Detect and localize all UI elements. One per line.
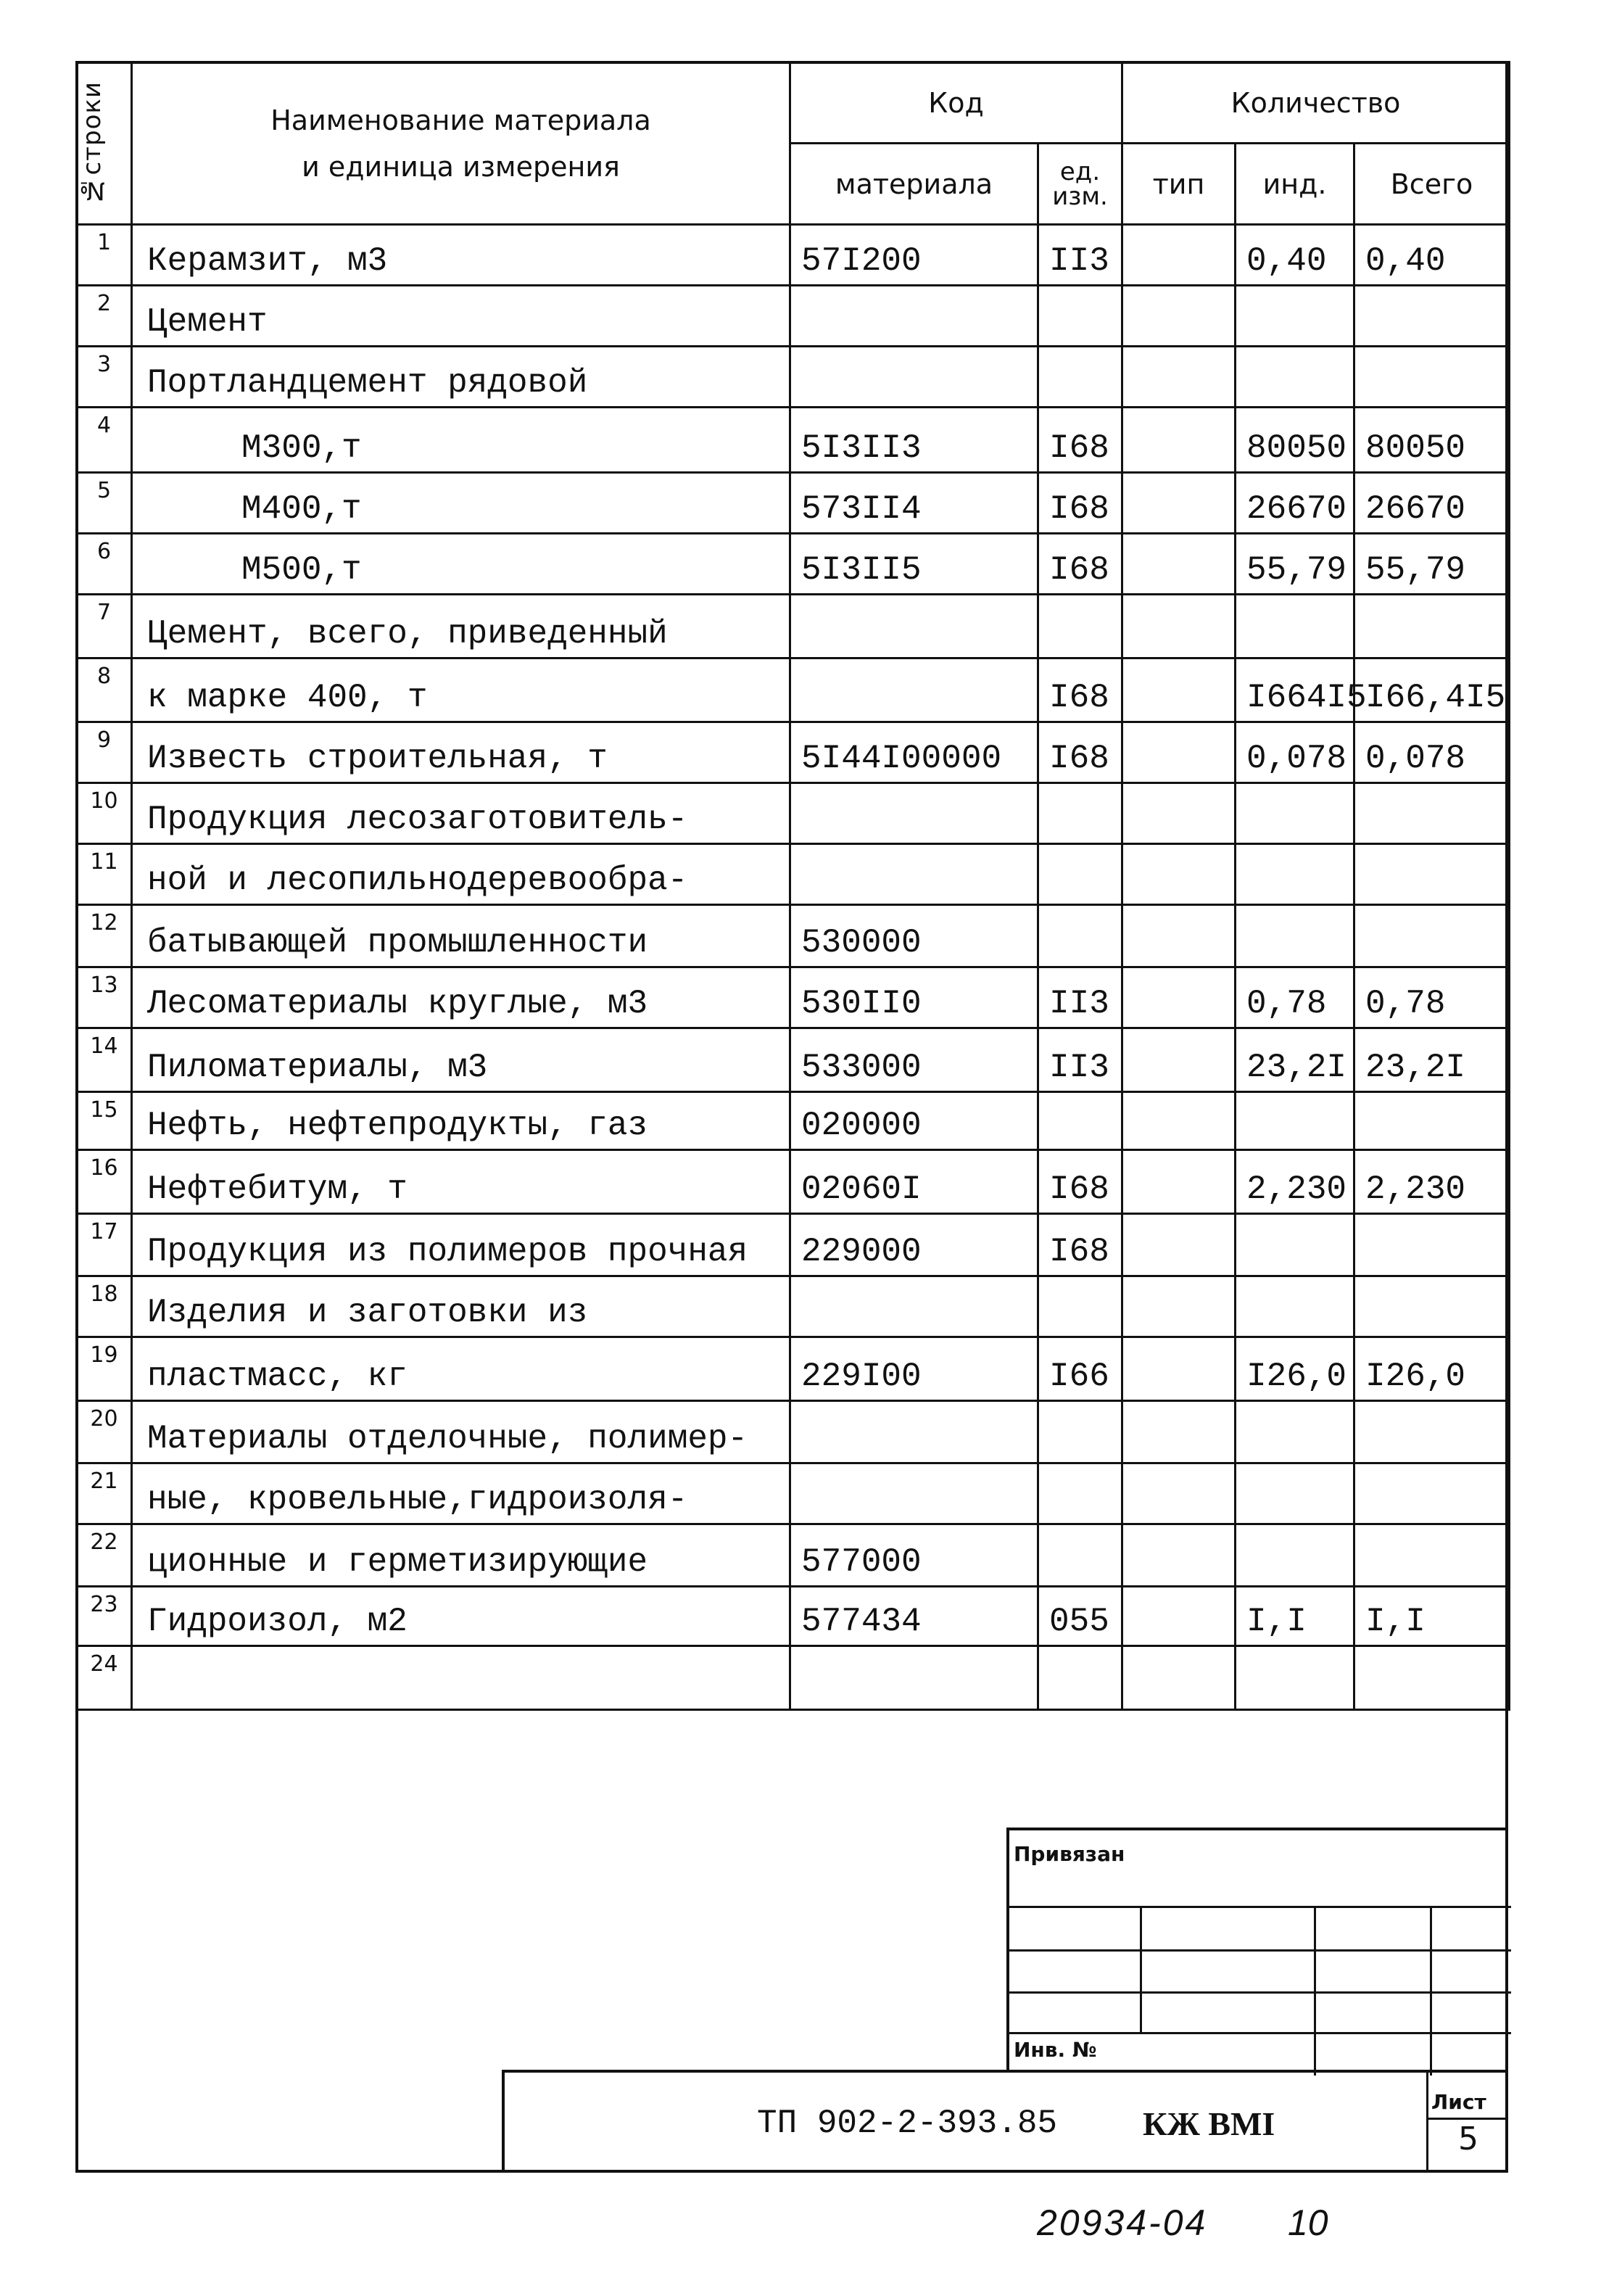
cell-material-name bbox=[132, 1646, 790, 1710]
header-qty-ind: инд. bbox=[1236, 144, 1354, 225]
cell-material-code bbox=[790, 844, 1038, 905]
archive-number: 20934-04 bbox=[1037, 2202, 1208, 2243]
cell-qty-ind: I,I bbox=[1236, 1587, 1354, 1646]
cell-material-name: ционные и герметизирующие bbox=[132, 1524, 790, 1587]
header-code-unit: ед. изм. bbox=[1038, 144, 1122, 225]
cell-material-code: 5I44I00000 bbox=[790, 722, 1038, 783]
cell-row-number: 15 bbox=[77, 1092, 132, 1150]
cell-row-number: 20 bbox=[77, 1401, 132, 1463]
table-row bbox=[77, 595, 1510, 658]
cell-qty-total bbox=[1354, 783, 1510, 844]
cell-unit-code bbox=[1038, 595, 1122, 658]
table-row bbox=[77, 225, 1510, 286]
cell-qty-total: 2,230 bbox=[1354, 1150, 1510, 1214]
cell-material-code: 577000 bbox=[790, 1524, 1038, 1587]
cell-qty-ind bbox=[1236, 286, 1354, 347]
cell-unit-code: II3 bbox=[1038, 225, 1122, 286]
header-code: Код bbox=[790, 62, 1122, 144]
cell-qty-type bbox=[1122, 1337, 1236, 1401]
cell-qty-ind: 55,79 bbox=[1236, 534, 1354, 595]
cell-row-number: 2 bbox=[77, 286, 132, 347]
cell-qty-total bbox=[1354, 905, 1510, 967]
cell-material-code: 5I3II3 bbox=[790, 408, 1038, 473]
table-row bbox=[77, 347, 1510, 408]
header-material-name: Наименование материала и единица измерения bbox=[132, 62, 790, 225]
stamp-line bbox=[1009, 1906, 1511, 1908]
cell-material-name: М400,т bbox=[132, 473, 790, 534]
cell-qty-type bbox=[1122, 473, 1236, 534]
table-row bbox=[77, 1524, 1510, 1587]
cell-qty-type bbox=[1122, 408, 1236, 473]
table-row bbox=[77, 1092, 1510, 1150]
cell-material-code bbox=[790, 1401, 1038, 1463]
sheet-number: 5 bbox=[1458, 2121, 1478, 2157]
cell-qty-ind bbox=[1236, 1276, 1354, 1337]
cell-row-number: 24 bbox=[77, 1646, 132, 1710]
cell-row-number: 14 bbox=[77, 1028, 132, 1092]
cell-unit-code bbox=[1038, 1276, 1122, 1337]
header-quantity: Количество bbox=[1122, 62, 1510, 144]
cell-qty-ind: 0,078 bbox=[1236, 722, 1354, 783]
table-row bbox=[77, 905, 1510, 967]
cell-qty-type bbox=[1122, 658, 1236, 722]
cell-qty-total bbox=[1354, 595, 1510, 658]
stamp-line bbox=[1009, 1991, 1511, 1994]
cell-material-name: ной и лесопильнодеревообра- bbox=[132, 844, 790, 905]
cell-qty-type bbox=[1122, 286, 1236, 347]
cell-material-name: Лесоматериалы круглые, м3 bbox=[132, 967, 790, 1028]
cell-qty-ind: I26,0 bbox=[1236, 1337, 1354, 1401]
cell-material-code bbox=[790, 1463, 1038, 1524]
table-row bbox=[77, 1401, 1510, 1463]
cell-qty-ind: 23,2I bbox=[1236, 1028, 1354, 1092]
cell-qty-total: 0,078 bbox=[1354, 722, 1510, 783]
cell-qty-type bbox=[1122, 1463, 1236, 1524]
cell-qty-type bbox=[1122, 844, 1236, 905]
cell-material-name: пластмасс, кг bbox=[132, 1337, 790, 1401]
cell-material-name: Известь строительная, т bbox=[132, 722, 790, 783]
cell-material-code: 577434 bbox=[790, 1587, 1038, 1646]
cell-qty-type bbox=[1122, 1150, 1236, 1214]
cell-material-code: 229000 bbox=[790, 1214, 1038, 1276]
cell-qty-type bbox=[1122, 1524, 1236, 1587]
table-row bbox=[77, 534, 1510, 595]
cell-qty-type bbox=[1122, 347, 1236, 408]
cell-qty-total: I26,0 bbox=[1354, 1337, 1510, 1401]
table-row bbox=[77, 658, 1510, 722]
cell-qty-ind: 0,78 bbox=[1236, 967, 1354, 1028]
stamp-line bbox=[1140, 1906, 1142, 2032]
cell-row-number: 16 bbox=[77, 1150, 132, 1214]
cell-qty-total bbox=[1354, 1646, 1510, 1710]
cell-material-code: 533000 bbox=[790, 1028, 1038, 1092]
cell-qty-total bbox=[1354, 1092, 1510, 1150]
cell-qty-type bbox=[1122, 905, 1236, 967]
cell-unit-code: I66 bbox=[1038, 1337, 1122, 1401]
cell-qty-type bbox=[1122, 1214, 1236, 1276]
cell-qty-total bbox=[1354, 286, 1510, 347]
cell-material-name: ные, кровельные,гидроизоля- bbox=[132, 1463, 790, 1524]
cell-qty-type bbox=[1122, 1587, 1236, 1646]
cell-qty-type bbox=[1122, 595, 1236, 658]
cell-qty-type bbox=[1122, 1028, 1236, 1092]
stamp-line bbox=[1009, 2032, 1511, 2034]
cell-row-number: 18 bbox=[77, 1276, 132, 1337]
cell-qty-ind bbox=[1236, 1463, 1354, 1524]
cell-material-name: М300,т bbox=[132, 408, 790, 473]
cell-material-name: Цемент, всего, приведенный bbox=[132, 595, 790, 658]
cell-qty-total: 23,2I bbox=[1354, 1028, 1510, 1092]
stamp-line bbox=[1430, 1906, 1432, 2076]
sheet-label: Лист bbox=[1431, 2090, 1486, 2114]
sheet-box-line bbox=[1428, 2118, 1508, 2120]
cell-unit-code: I68 bbox=[1038, 473, 1122, 534]
cell-qty-total: 0,78 bbox=[1354, 967, 1510, 1028]
cell-qty-ind: 0,40 bbox=[1236, 225, 1354, 286]
table-row bbox=[77, 1028, 1510, 1092]
header-row-number: №строки bbox=[77, 62, 132, 225]
cell-unit-code bbox=[1038, 1092, 1122, 1150]
cell-material-name: М500,т bbox=[132, 534, 790, 595]
header-qty-total: Всего bbox=[1354, 144, 1510, 225]
cell-unit-code: I68 bbox=[1038, 408, 1122, 473]
cell-material-name: Нефть, нефтепродукты, газ bbox=[132, 1092, 790, 1150]
table-row bbox=[77, 783, 1510, 844]
cell-unit-code bbox=[1038, 1524, 1122, 1587]
cell-material-name: Изделия и заготовки из bbox=[132, 1276, 790, 1337]
stamp-line bbox=[1314, 1906, 1316, 2076]
header-qty-type: тип bbox=[1122, 144, 1236, 225]
cell-qty-total: I66,4I5 bbox=[1354, 658, 1510, 722]
cell-material-name: Пиломатериалы, м3 bbox=[132, 1028, 790, 1092]
table-row bbox=[77, 1587, 1510, 1646]
cell-qty-type bbox=[1122, 534, 1236, 595]
cell-row-number: 17 bbox=[77, 1214, 132, 1276]
cell-qty-type bbox=[1122, 225, 1236, 286]
table-row bbox=[77, 1150, 1510, 1214]
cell-material-name: батывающей промышленности bbox=[132, 905, 790, 967]
cell-unit-code: II3 bbox=[1038, 1028, 1122, 1092]
cell-row-number: 11 bbox=[77, 844, 132, 905]
cell-qty-total bbox=[1354, 1276, 1510, 1337]
cell-material-name: Материалы отделочные, полимер- bbox=[132, 1401, 790, 1463]
cell-row-number: 10 bbox=[77, 783, 132, 844]
cell-material-code: 530000 bbox=[790, 905, 1038, 967]
binding-stamp bbox=[1006, 1828, 1508, 2073]
cell-material-code bbox=[790, 1276, 1038, 1337]
cell-material-name: Продукция из полимеров прочная bbox=[132, 1214, 790, 1276]
cell-row-number: 3 bbox=[77, 347, 132, 408]
cell-unit-code bbox=[1038, 905, 1122, 967]
cell-material-code: 020000 bbox=[790, 1092, 1038, 1150]
cell-qty-total bbox=[1354, 1463, 1510, 1524]
title-block bbox=[502, 2070, 1508, 2173]
table-row bbox=[77, 286, 1510, 347]
cell-row-number: 9 bbox=[77, 722, 132, 783]
cell-material-name: Керамзит, м3 bbox=[132, 225, 790, 286]
cell-row-number: 19 bbox=[77, 1337, 132, 1401]
cell-row-number: 4 bbox=[77, 408, 132, 473]
cell-row-number: 8 bbox=[77, 658, 132, 722]
cell-unit-code bbox=[1038, 347, 1122, 408]
table-row bbox=[77, 1463, 1510, 1524]
cell-row-number: 7 bbox=[77, 595, 132, 658]
cell-unit-code bbox=[1038, 1401, 1122, 1463]
table-row bbox=[77, 1646, 1510, 1710]
cell-material-code: 530II0 bbox=[790, 967, 1038, 1028]
cell-qty-total bbox=[1354, 1214, 1510, 1276]
cell-qty-total: 80050 bbox=[1354, 408, 1510, 473]
cell-unit-code bbox=[1038, 1463, 1122, 1524]
cell-unit-code: I68 bbox=[1038, 534, 1122, 595]
stamp-bound-label: Привязан bbox=[1014, 1842, 1125, 1866]
cell-qty-total bbox=[1354, 1401, 1510, 1463]
archive-page: 10 bbox=[1288, 2202, 1328, 2243]
cell-unit-code bbox=[1038, 844, 1122, 905]
cell-material-name: к марке 400, т bbox=[132, 658, 790, 722]
table-row bbox=[77, 1276, 1510, 1337]
cell-qty-total: 55,79 bbox=[1354, 534, 1510, 595]
cell-qty-ind bbox=[1236, 905, 1354, 967]
cell-qty-total bbox=[1354, 347, 1510, 408]
cell-qty-total bbox=[1354, 1524, 1510, 1587]
cell-material-code: 5I3II5 bbox=[790, 534, 1038, 595]
cell-material-code bbox=[790, 595, 1038, 658]
stamp-line bbox=[1009, 1949, 1511, 1952]
cell-row-number: 5 bbox=[77, 473, 132, 534]
cell-row-number: 1 bbox=[77, 225, 132, 286]
cell-material-code: 573II4 bbox=[790, 473, 1038, 534]
cell-material-name: Нефтебитум, т bbox=[132, 1150, 790, 1214]
cell-qty-ind: 26670 bbox=[1236, 473, 1354, 534]
cell-qty-type bbox=[1122, 967, 1236, 1028]
cell-unit-code: 055 bbox=[1038, 1587, 1122, 1646]
cell-row-number: 23 bbox=[77, 1587, 132, 1646]
cell-qty-total: 26670 bbox=[1354, 473, 1510, 534]
table-row bbox=[77, 722, 1510, 783]
cell-qty-ind: 80050 bbox=[1236, 408, 1354, 473]
cell-qty-type bbox=[1122, 1276, 1236, 1337]
cell-qty-ind bbox=[1236, 595, 1354, 658]
cell-material-code: 02060I bbox=[790, 1150, 1038, 1214]
cell-qty-type bbox=[1122, 722, 1236, 783]
document-code: ТП 902-2-393.85 bbox=[757, 2105, 1058, 2142]
cell-qty-ind bbox=[1236, 1092, 1354, 1150]
cell-qty-total: 0,40 bbox=[1354, 225, 1510, 286]
cell-material-name: Цемент bbox=[132, 286, 790, 347]
header-code-material: материала bbox=[790, 144, 1038, 225]
cell-unit-code: I68 bbox=[1038, 1150, 1122, 1214]
table-row bbox=[77, 408, 1510, 473]
cell-row-number: 22 bbox=[77, 1524, 132, 1587]
cell-qty-ind bbox=[1236, 1214, 1354, 1276]
stamp-inventory-label: Инв. № bbox=[1014, 2038, 1097, 2062]
cell-unit-code bbox=[1038, 783, 1122, 844]
table-row bbox=[77, 1214, 1510, 1276]
cell-unit-code bbox=[1038, 1646, 1122, 1710]
cell-material-code bbox=[790, 658, 1038, 722]
cell-qty-ind: I664I5 bbox=[1236, 658, 1354, 722]
cell-material-code: 57I200 bbox=[790, 225, 1038, 286]
cell-qty-ind bbox=[1236, 1524, 1354, 1587]
cell-qty-ind bbox=[1236, 347, 1354, 408]
cell-qty-ind bbox=[1236, 1646, 1354, 1710]
cell-qty-type bbox=[1122, 1646, 1236, 1710]
cell-material-name: Продукция лесозаготовитель- bbox=[132, 783, 790, 844]
table-row bbox=[77, 967, 1510, 1028]
cell-qty-type bbox=[1122, 1092, 1236, 1150]
cell-row-number: 12 bbox=[77, 905, 132, 967]
cell-material-code: 229I00 bbox=[790, 1337, 1038, 1401]
cell-unit-code: I68 bbox=[1038, 722, 1122, 783]
cell-qty-type bbox=[1122, 1401, 1236, 1463]
cell-unit-code bbox=[1038, 286, 1122, 347]
cell-material-name: Портландцемент рядовой bbox=[132, 347, 790, 408]
table-row bbox=[77, 1337, 1510, 1401]
table-row bbox=[77, 844, 1510, 905]
cell-qty-ind: 2,230 bbox=[1236, 1150, 1354, 1214]
cell-qty-ind bbox=[1236, 844, 1354, 905]
sheet-number-box bbox=[1426, 2073, 1508, 2173]
cell-qty-ind bbox=[1236, 1401, 1354, 1463]
cell-row-number: 13 bbox=[77, 967, 132, 1028]
cell-material-name: Гидроизол, м2 bbox=[132, 1587, 790, 1646]
materials-table bbox=[75, 61, 1510, 1711]
cell-unit-code: I68 bbox=[1038, 658, 1122, 722]
cell-row-number: 6 bbox=[77, 534, 132, 595]
cell-qty-ind bbox=[1236, 783, 1354, 844]
document-mark: КЖ ВМI bbox=[1143, 2105, 1275, 2142]
cell-qty-total: I,I bbox=[1354, 1587, 1510, 1646]
cell-material-code bbox=[790, 347, 1038, 408]
cell-qty-type bbox=[1122, 783, 1236, 844]
cell-unit-code: II3 bbox=[1038, 967, 1122, 1028]
cell-qty-total bbox=[1354, 844, 1510, 905]
cell-material-code bbox=[790, 286, 1038, 347]
cell-material-code bbox=[790, 783, 1038, 844]
cell-material-code bbox=[790, 1646, 1038, 1710]
cell-row-number: 21 bbox=[77, 1463, 132, 1524]
cell-unit-code: I68 bbox=[1038, 1214, 1122, 1276]
table-row bbox=[77, 473, 1510, 534]
